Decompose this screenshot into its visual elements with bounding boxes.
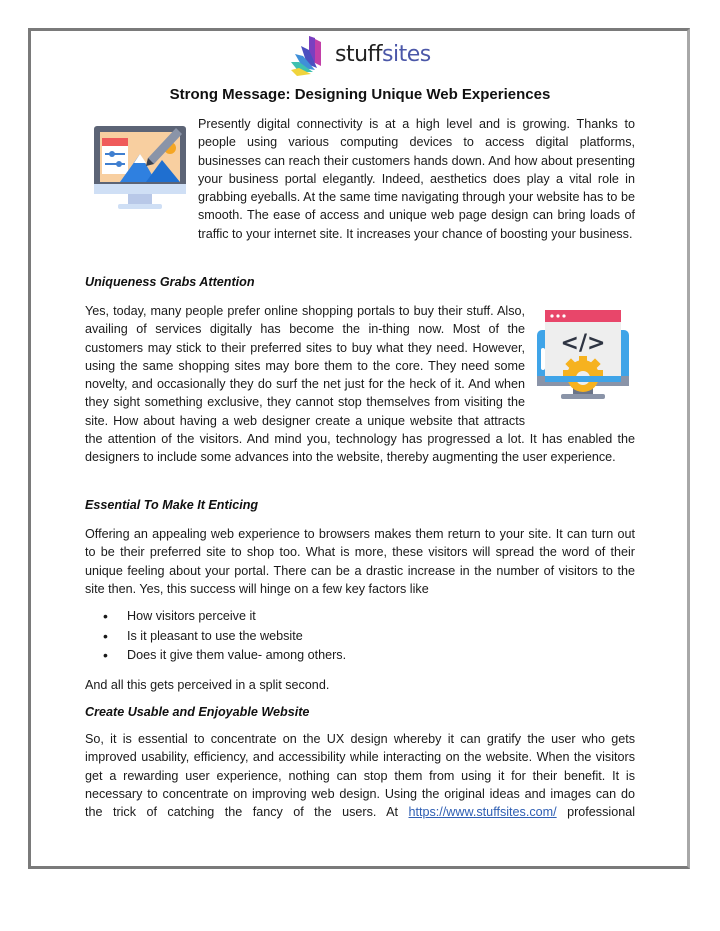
key-factors-list [85, 607, 346, 666]
section-heading-usable: Create Usable and Enjoyable Website [85, 705, 310, 719]
list-item: • Is it pleasant to use the website [85, 627, 346, 647]
list-item: • Does it give them value- among others. [85, 646, 346, 666]
book-logo-icon [287, 32, 335, 80]
uniqueness-paragraph: Yes, today, many people prefer online shopping portals to buy their stuff. Also, availing of services digitally has become the in-thing now. Most of the customers may stick to their preferred sites to buy what they need. However, using the same shopping sites may bore them to the core. They need some novelty, and occasionally they do surf the net just for the heck of it. And when they sight something exclusive, they cannot stop themselves from visiting the site. How about having a web designer create a unique website that attracts the attention of the visitors. And mind you, technology has progressed a lot. It has enabled the designers to include some advances into the website, thereby augmenting the user experience. [85, 304, 635, 465]
logo-wordmark: stuffsites [335, 42, 431, 67]
stuffsites-link[interactable]: https://www.stuffsites.com/ [408, 805, 557, 820]
enticing-paragraph: Offering an appealing web experience to browsers makes them return to your site. It can turn out to be their preferred site to shop too. What is more, these visitors will spread the word of their unique feeling about your portal. There can be a drastic increase in the number of visitors to the site then. Yes, this success will hinge on a few key factors like [85, 527, 635, 596]
split-second-paragraph: And all this gets perceived in a split second. [85, 678, 330, 692]
svg-text:</>: </> [560, 331, 606, 356]
section-heading-uniqueness: Uniqueness Grabs Attention [85, 275, 255, 289]
stuffsites-logo [287, 32, 431, 80]
list-item: • How visitors perceive it [85, 607, 346, 627]
usable-paragraph: So, it is essential to concentrate on the UX design whereby it can gratify the user who gets improved usability, efficiency, and accessibility while interacting on the website. When the visitors get a rewarding user experience, nothing can stop them from using it for their benefit. It is necessary to concentrate on improving web design. Using the original ideas and images can do the trick of catching the fancy of the users. At https://www.stuffsites.com/ professional [85, 732, 636, 820]
page-title: Strong Message: Designing Unique Web Experiences [169, 86, 551, 103]
section-heading-enticing: Essential To Make It Enticing [85, 498, 259, 512]
intro-paragraph: Presently digital connectivity is at a high level and is growing. Thanks to people using various computing devices to access digital platforms, businesses can reach their customers hands down. And how about presenting your business portal elegantly. Indeed, aesthetics does play a vital role in grabbing eyeballs. At the same time navigating through your website has to be smooth. The ease of access and unique web page design can bring loads of traffic to your internet site. It increases your chance of boosting your business. [198, 117, 635, 241]
